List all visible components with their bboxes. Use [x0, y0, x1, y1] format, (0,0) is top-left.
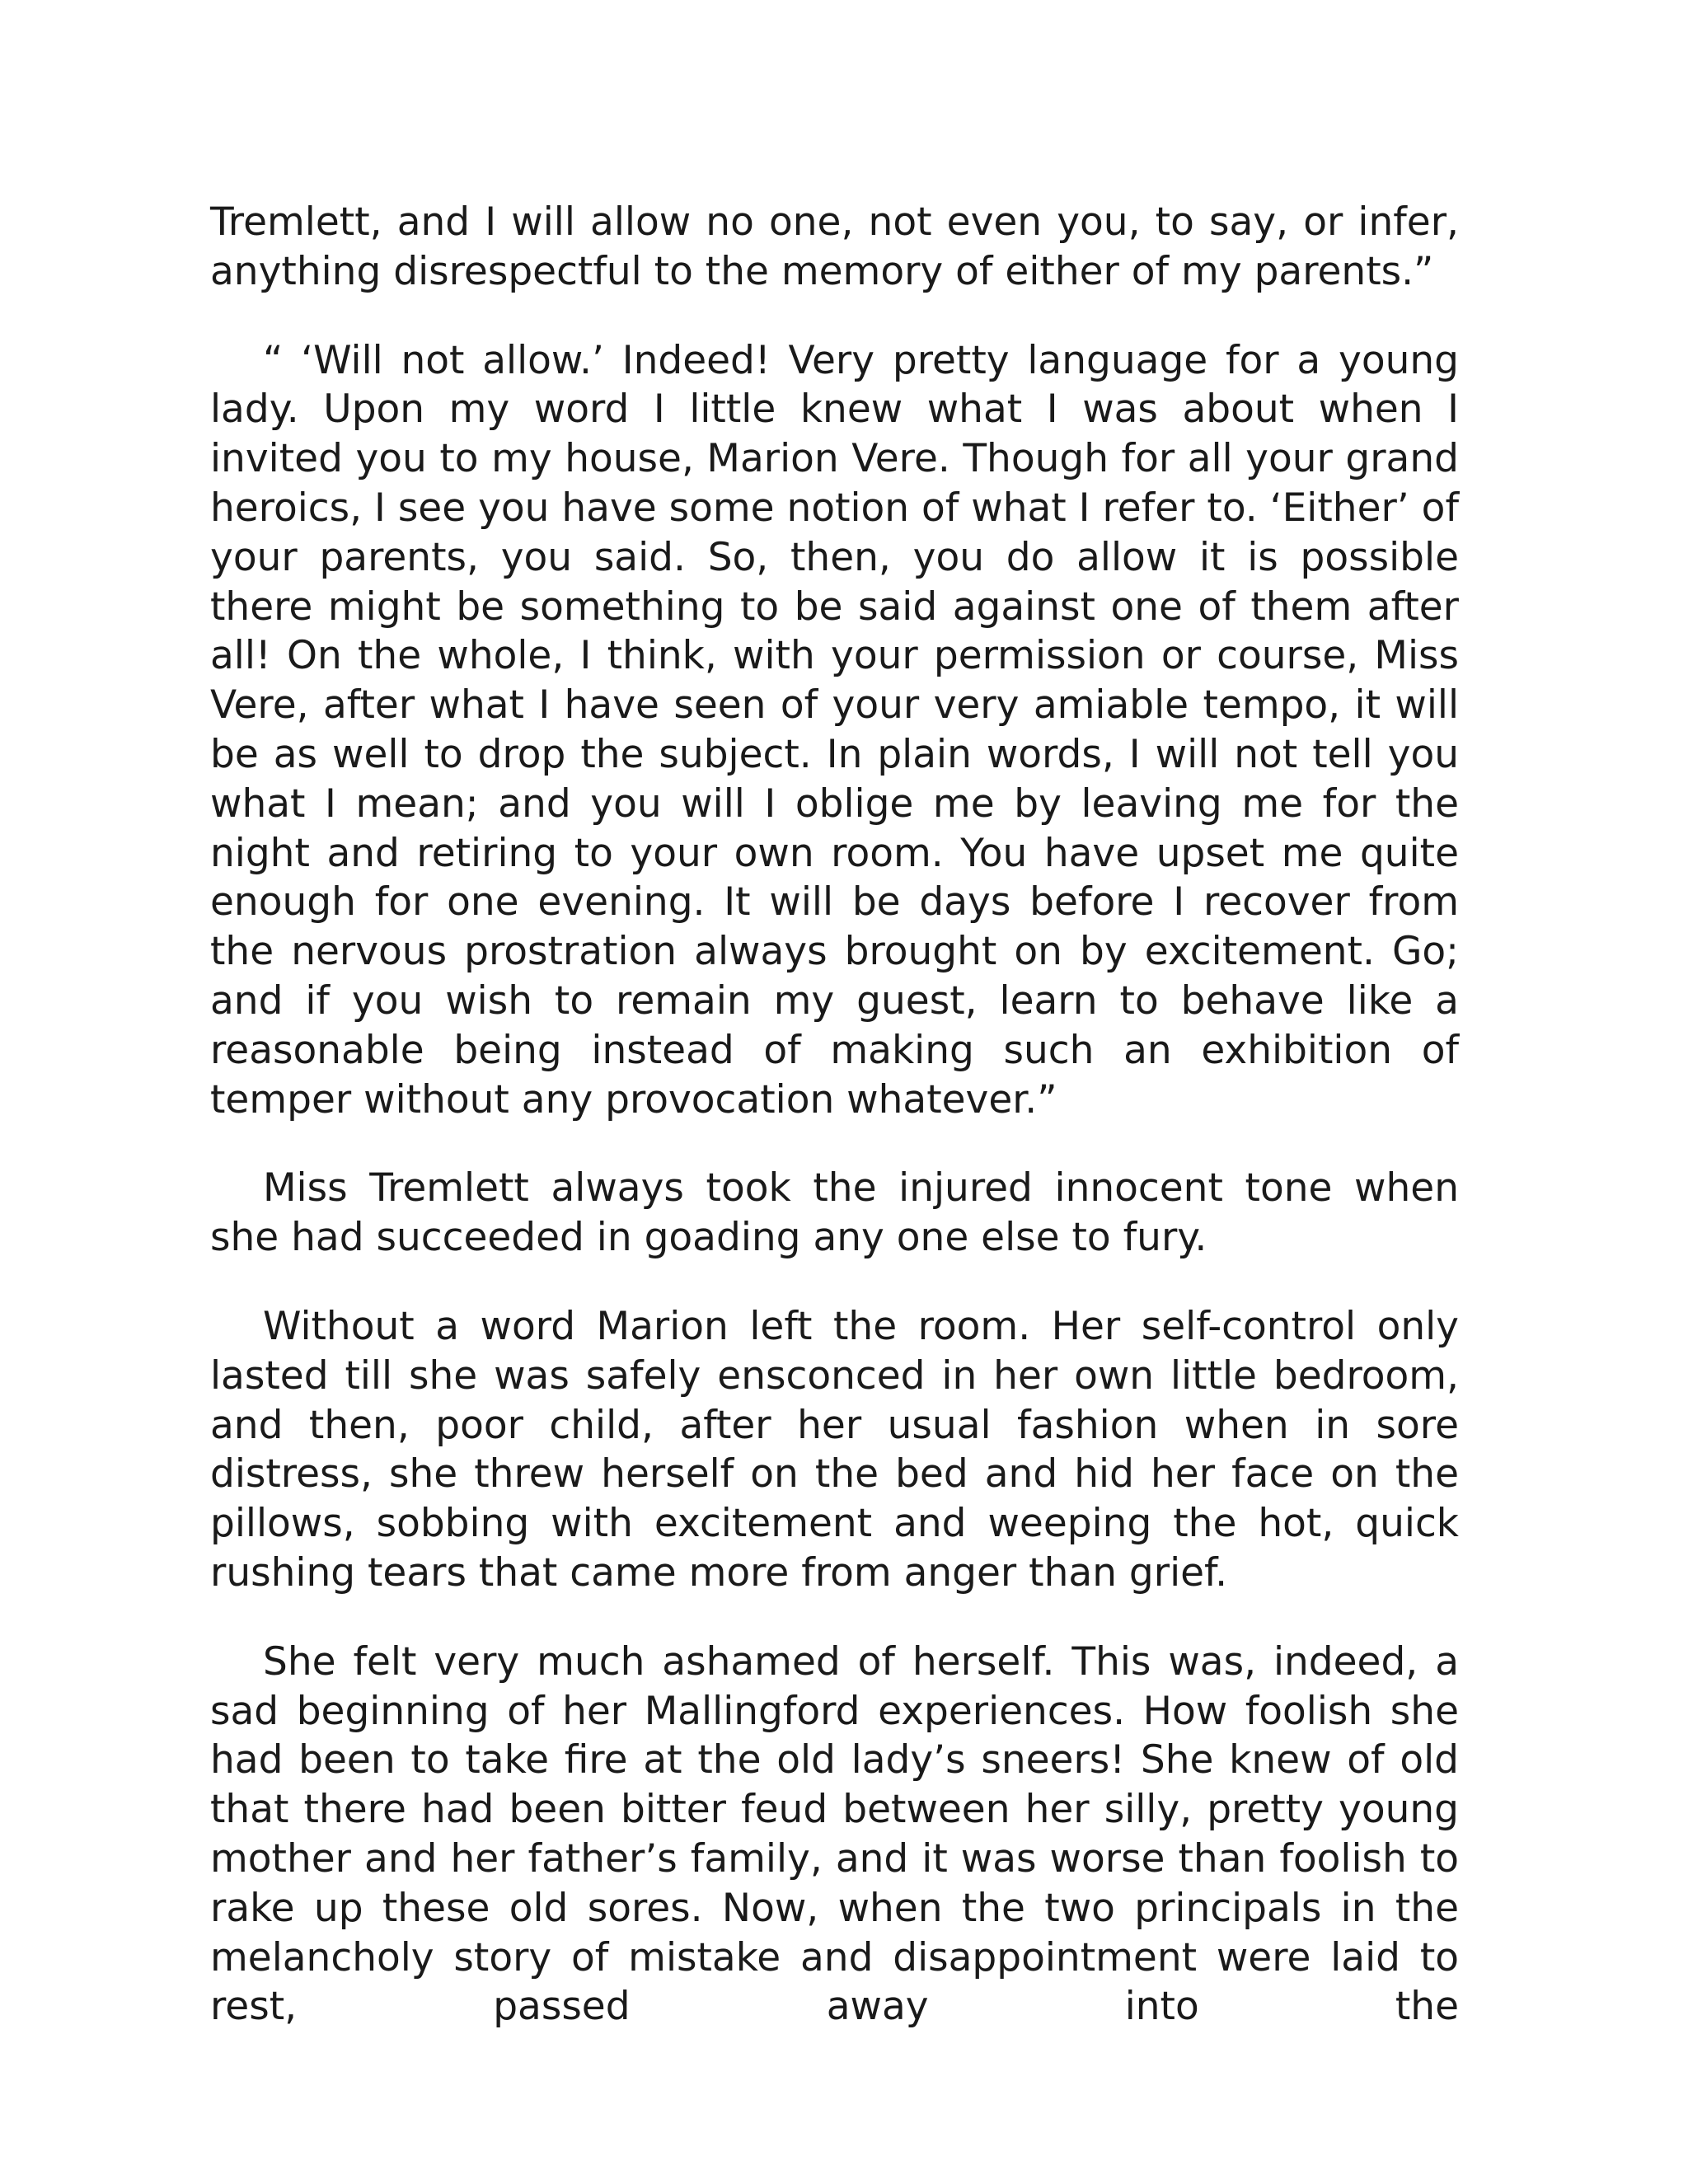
body-text	[210, 198, 1459, 2071]
paragraph-4: Without a word Marion left the room. Her self-control only lasted till she was safely ensconced in her own little bedroom, and then, poor child, after her usual fashion when in sore distress, she threw herself on the bed and hid her face on the pillows, sobbing with excitement and weeping the hot, quick rushing tears that came more from anger than grief.	[210, 1303, 1459, 1596]
paragraph-1: Tremlett, and I will allow no one, not even you, to say, or infer, anything disrespectful to the memory of either of my parents.”	[210, 199, 1459, 294]
paragraph-2: “ ‘Will not allow.’ Indeed! Very pretty language for a young lady. Upon my word I little knew what I was about when I invited you to my house, Marion Vere. Though for all your grand heroics, I see you have some notion of what I refer to. ‘Either’ of your parents, you said. So, then, you do allow it is possible there might be something to be said against one of them after all! On the whole, I think, with your permission or course, Miss Vere, after what I have seen of your very amiable tempo, it will be as well to drop the subject. In plain words, I will not tell you what I mean; and you will I oblige me by leaving me for the night and retiring to your own room. You have upset me quite enough for one evening. It will be days before I recover from the nervous prostration always brought on by excitement. Go; and if you wish to remain my guest, learn to behave like a reasonable being instead of making such an exhibition of temper without any provocation whatever.”	[210, 337, 1459, 1122]
paragraph-3: Miss Tremlett always took the injured innocent tone when she had succeeded in goading any one else to fury.	[210, 1165, 1459, 1261]
paragraph-5: She felt very much ashamed of herself. This was, indeed, a sad beginning of her Mallingford experiences. How foolish she had been to take fire at the old lady’s sneers! She knew of old that there had been bitter feud between her silly, pretty young mother and her father’s family, and it was worse than foolish to rake up these old sores. Now, when the two principals in the melancholy story of mistake and disappointment were laid to rest, passed away into the	[210, 1638, 1459, 2030]
